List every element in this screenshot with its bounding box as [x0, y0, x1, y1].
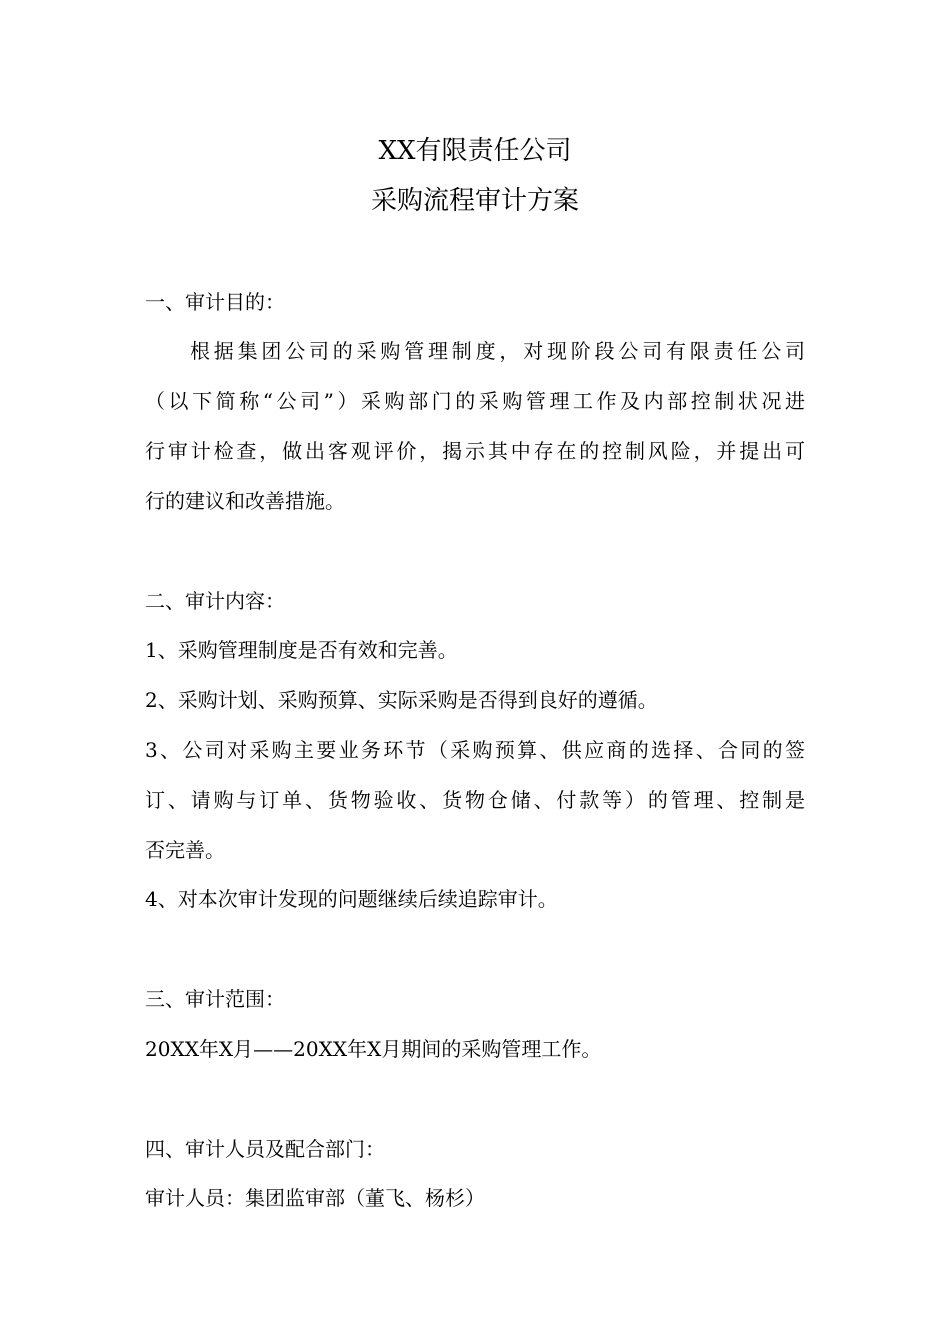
scope-text: 20XX年X月——20XX年X月期间的采购管理工作。 [145, 1037, 602, 1061]
list-item: 2、采购计划、采购预算、实际采购是否得到良好的遵循。 [145, 688, 658, 712]
list-item: 4、对本次审计发现的问题继续后续追踪审计。 [145, 887, 558, 911]
section-heading-purpose: 一、审计目的： [145, 290, 285, 314]
section-heading-personnel: 四、审计人员及配合部门： [145, 1137, 385, 1161]
document-title: XX有限责任公司 [378, 136, 572, 166]
section-heading-content: 二、审计内容： [145, 589, 285, 613]
document-subtitle: 采购流程审计方案 [370, 186, 579, 216]
list-item-continuation: 订、请购与订单、货物验收、货物仓储、付款等）的管理、控制是 [145, 788, 805, 812]
paragraph-line: 根据集团公司的采购管理制度，对现阶段公司有限责任公司 [190, 339, 805, 363]
paragraph-line: （以下简称“公司”）采购部门的采购管理工作及内部控制状况进 [145, 389, 805, 413]
personnel-text: 审计人员：集团监审部（董飞、杨杉） [145, 1186, 485, 1210]
paragraph-line: 行审计检查，做出客观评价，揭示其中存在的控制风险，并提出可 [145, 439, 805, 463]
paragraph-line: 行的建议和改善措施。 [145, 489, 345, 513]
list-item: 1、采购管理制度是否有效和完善。 [145, 638, 458, 662]
section-heading-scope: 三、审计范围： [145, 987, 285, 1011]
list-item: 3、公司对采购主要业务环节（采购预算、供应商的选择、合同的签 [145, 738, 805, 762]
list-item-continuation: 否完善。 [145, 838, 225, 862]
